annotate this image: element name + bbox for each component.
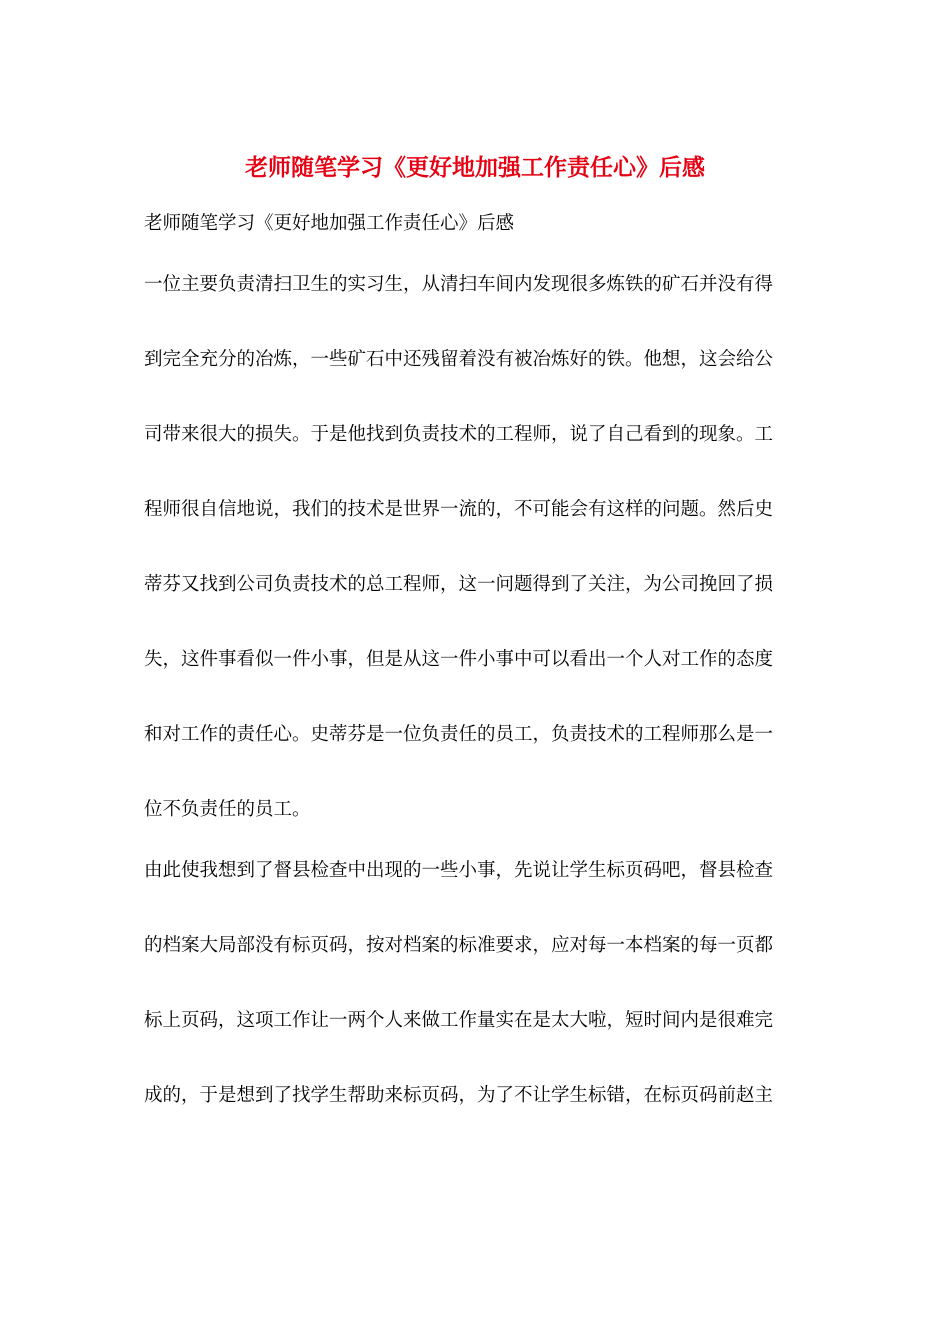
- document-subtitle: 老师随笔学习《更好地加强工作责任心》后感: [144, 213, 515, 234]
- paragraph-line: 程师很自信地说，我们的技术是世界一流的，不可能会有这样的问题。然后史: [144, 499, 774, 520]
- document-title: 老师随笔学习《更好地加强工作责任心》后感: [245, 154, 705, 181]
- paragraph-line: 标上页码，这项工作让一两个人来做工作量实在是太大啦，短时间内是很难完: [144, 1010, 774, 1031]
- paragraph-line: 一位主要负责清扫卫生的实习生，从清扫车间内发现很多炼铁的矿石并没有得: [144, 274, 774, 295]
- paragraph-line: 到完全充分的冶炼，一些矿石中还残留着没有被冶炼好的铁。他想，这会给公: [144, 349, 774, 370]
- paragraph-line: 的档案大局部没有标页码，按对档案的标准要求，应对每一本档案的每一页都: [144, 935, 774, 956]
- paragraph-line: 由此使我想到了督县检查中出现的一些小事，先说让学生标页码吧，督县检查: [144, 860, 774, 881]
- paragraph-line: 成的，于是想到了找学生帮助来标页码，为了不让学生标错，在标页码前赵主: [144, 1085, 774, 1106]
- paragraph-line: 和对工作的责任心。史蒂芬是一位负责任的员工，负责技术的工程师那么是一: [144, 724, 774, 745]
- paragraph-line: 失，这件事看似一件小事，但是从这一件小事中可以看出一个人对工作的态度: [144, 649, 774, 670]
- paragraph-line: 司带来很大的损失。于是他找到负责技术的工程师，说了自己看到的现象。工: [144, 424, 774, 445]
- paragraph-line: 蒂芬又找到公司负责技术的总工程师，这一问题得到了关注，为公司挽回了损: [144, 574, 774, 595]
- paragraph-line: 位不负责任的员工。: [144, 799, 311, 820]
